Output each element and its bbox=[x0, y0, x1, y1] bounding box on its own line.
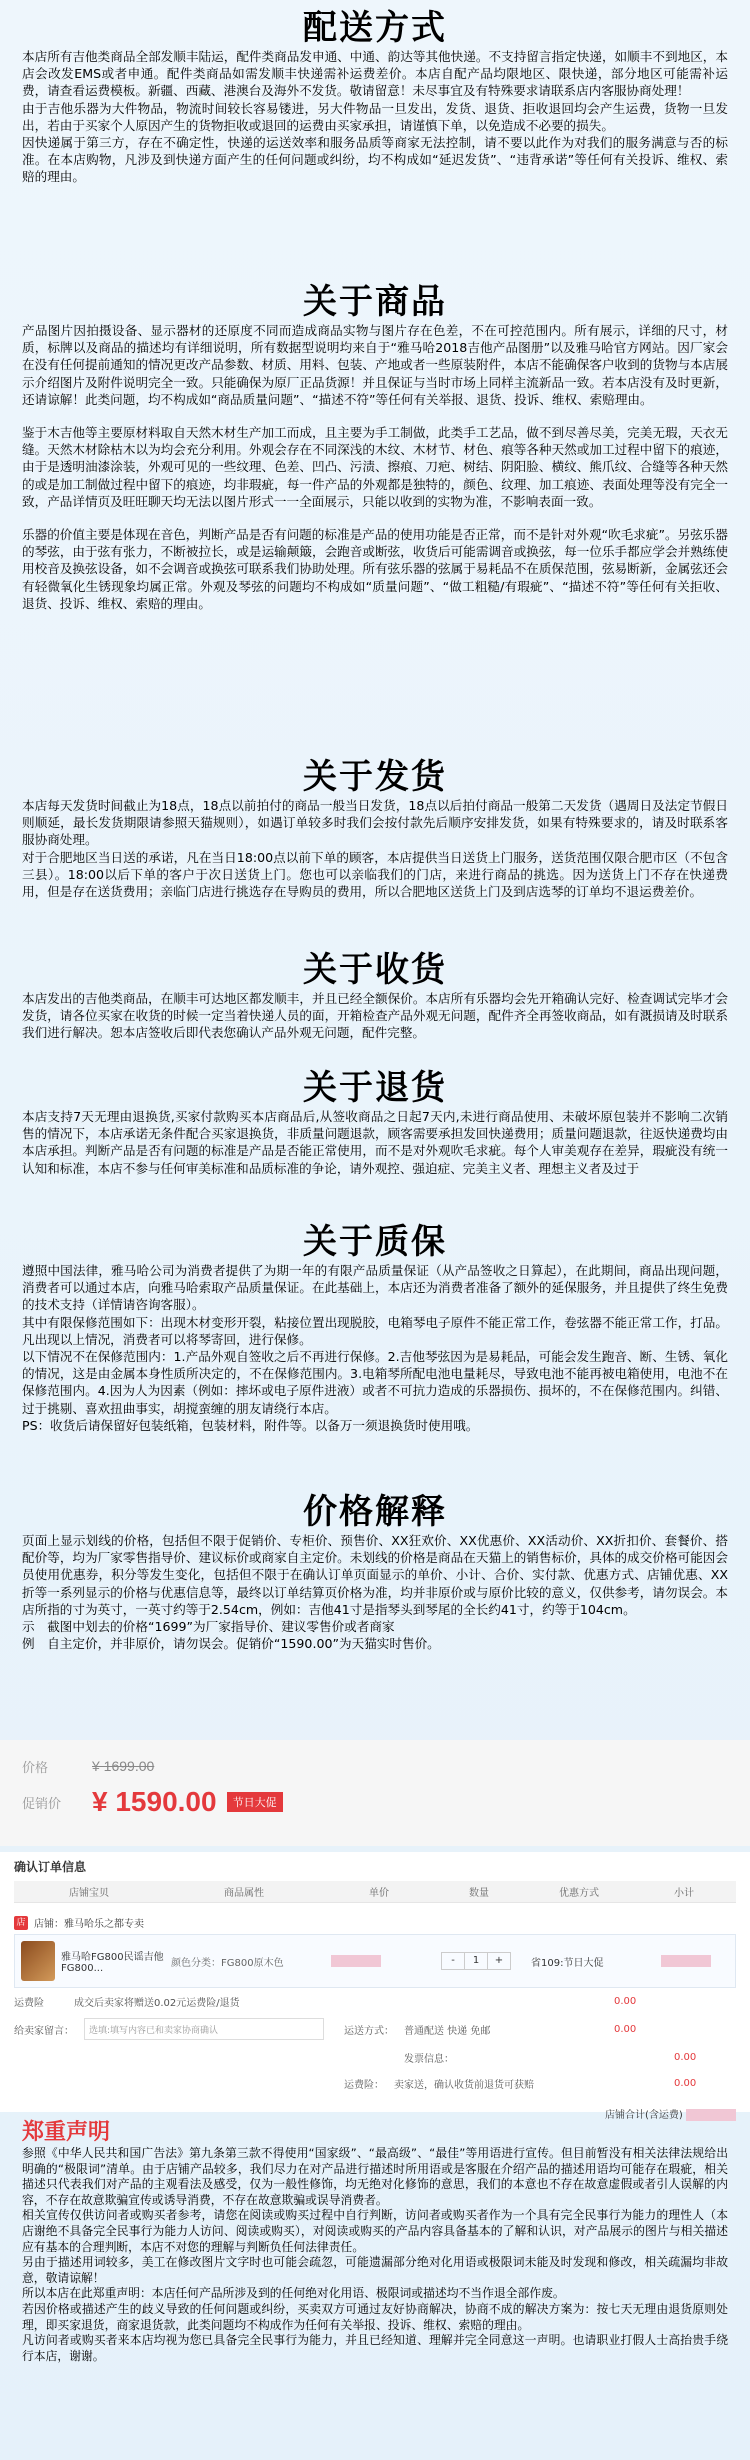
price-explain-paragraph: 例 自主定价，并非原价，请勿误会。促销价“1590.00”为天猫实时售价。 bbox=[22, 1636, 440, 1652]
disclaimer-paragraph: 另由于描述用词较多，美工在修改图片文字时也可能会疏忽，可能遗漏部分绝对化用语或极限词未能及时发现和修改，相关疏漏均非故意，敬请谅解！ bbox=[22, 2255, 728, 2285]
shop-name[interactable]: 店铺：雅马哈乐之都专卖 bbox=[34, 1919, 144, 1930]
column-header: 单价 bbox=[369, 1888, 389, 1899]
delivery-paragraph: 本店所有吉他类商品全部发顺丰陆运，配件类商品发申通、中通、韵达等其他快递。不支持留言指定快递，如顺丰不到地区，本店会改发EMS或者申通。配件类商品如需发顺丰快递需补运费差价。本店自配产品均限地区、限快递，部分地区可能需补运费，请查看运费模板。新疆、西藏、港澳台及海外不发货。敬请留意！未尽事宜及有特殊要求请联系店内客服协商处理！ bbox=[22, 49, 728, 99]
shop-row bbox=[14, 1915, 736, 1930]
disclaimer-paragraph: 参照《中华人民共和国广告法》第九条第三款不得使用“国家级”、“最高级”、“最佳”等用语进行宣传。但目前暂没有相关法律法规给出明确的“极限词”清单。由于店铺产品较多，我们尽力在对产品进行描述时所用语或是客服在介绍产品的描述用语均可能存在瑕疵，相关描述只代表我们对产品的主观看法及感受，仅为一般性修饰，均无绝对化修饰的意思，我们的本意也不存在故意虚假或者引人误解的内容，不存在故意欺骗宣传或诱导消费，不存在故意欺骗或误导消费者。 bbox=[22, 2146, 728, 2207]
total-label: 店铺合计(含运费) bbox=[605, 2110, 683, 2121]
price-explain-paragraph: 示 截图中划去的价格“1699”为厂家指导价、建议零售价或者商家 bbox=[22, 1619, 395, 1635]
ship-label: 运送方式： bbox=[344, 2025, 394, 2037]
original-price-label: 价格 bbox=[22, 1760, 49, 1776]
freight-insurance-label: 运费险： bbox=[344, 2079, 384, 2091]
freight-insurance-price: 0.00 bbox=[674, 2077, 697, 2089]
price-explain-title: 价格解释 bbox=[303, 1492, 447, 1532]
returns-paragraph: 本店支持7天无理由退换货,买家付款购买本店商品后,从签收商品之日起7天内,未进行商品使用、未破坏原包装并不影响二次销售的情况下，本店承诺无条件配合买家退换货，非质量问题退款，顾客需要承担发回快递费用；质量问题退款，往返快递费均由本店承担。判断产品是否有问题的标准是产品是否能正常使用，而不是对外观吹毛求疵。每个人审美观存在差异，瑕疵没有统一认知和标准，本店不参与任何审美标准和品质标准的争论，请外观控、强迫症、完美主义者、理想主义者及过于 bbox=[22, 1109, 728, 1176]
shop-icon: 店 bbox=[14, 1916, 28, 1930]
product-paragraph: 鉴于木吉他等主要原材料取自天然木材生产加工而成，且主要为手工制做，此类手工艺品，做不到尽善尽美，完美无瑕，天衣无缝。天然木材除枯木以为均会充分利用。外观会存在不同深浅的木纹、木材节、材色、痕等各种天然或加工过程中留下的痕迹，由于是透明油漆涂装，外观可见的一些纹理、色差、凹凸、污渍、擦痕、刀疤、树结、阴阳脸、横纹、熊爪纹、合缝等各种天然的或是加工制做过程中留下的痕迹，均非瑕疵，每一件产品的外观都是独特的，颜色、纹理、加工痕迹、表面处理等没有完全一致，产品详情页及旺旺聊天均无法以图片形式一一全面展示，只能以收到的实物为准，不影响表面一致。 bbox=[22, 425, 728, 509]
promo-price: ¥ 1590.00 bbox=[92, 1786, 217, 1817]
order-table-header bbox=[14, 1881, 736, 1903]
item-price bbox=[331, 1955, 441, 1967]
returns-section bbox=[22, 1068, 728, 1177]
warranty-section bbox=[22, 1222, 728, 1434]
qty-plus-button[interactable]: + bbox=[494, 1955, 504, 1966]
freight-insurance-text[interactable]: 卖家送，确认收货前退货可获赔 bbox=[394, 2079, 534, 2091]
warranty-paragraph: PS：收货后请保留好包装纸箱，包装材料，附件等。以备万一须退换货时使用哦。 bbox=[22, 1417, 479, 1433]
invoice-row bbox=[14, 2044, 736, 2070]
disclaimer-paragraph: 若因价格或描述产生的歧义导致的任何问题或纠纷，买卖双方可通过友好协商解决，协商不成的解决方案为：按七天无理由退货原则处理，即买家退货，商家退货款，此类问题均不构成作为任何有关举报、投诉、维权、索赔的理由。 bbox=[22, 2301, 728, 2332]
warranty-row bbox=[14, 1988, 736, 2014]
promo-badge: 节日大促 bbox=[227, 1792, 283, 1812]
delivery-section bbox=[22, 8, 728, 186]
promo-price-row bbox=[22, 1784, 728, 1820]
warranty-title: 关于质保 bbox=[303, 1222, 447, 1262]
ship-value[interactable]: 普通配送 快递 免邮 bbox=[404, 2025, 491, 2037]
delivery-title: 配送方式 bbox=[303, 8, 447, 48]
shipping-title: 关于发货 bbox=[303, 757, 447, 797]
quantity-stepper[interactable] bbox=[441, 1952, 511, 1970]
promo-price-label: 促销价 bbox=[22, 1796, 62, 1812]
warranty-price: 0.00 bbox=[614, 1995, 637, 2007]
product-paragraph: 产品图片因拍摄设备、显示器材的还原度不同而造成商品实物与图片存在色差，不在可控范围内。所有展示，详细的尺寸，材质，标牌以及商品的描述均有详细说明，所有数据型说明均来自于“雅马哈2018吉他产品图册”以及雅马哈官方网站。因厂家会在没有任何提前通知的情况更改产品参数、材质、用料、包装、产地或者一些原装附件，本店不能确保客户收到的货物与本店展示介绍图片及附件说明完全一致。只能确保为原厂正品货源！并且保证与当时市场上同样主流新品一致。若本店没有及时更新，还请谅解！此类问题，均不构成如“商品质量问题”、“描述不符”等任何有关举报、退货、投诉、维权、索赔理由。 bbox=[22, 323, 728, 407]
price-screenshot bbox=[0, 1740, 750, 1846]
ship-price: 0.00 bbox=[614, 2023, 637, 2035]
product-section bbox=[22, 282, 728, 612]
delivery-paragraph: 由于吉他乐器为大件物品，物流时间较长容易镂进，另大件物品一旦发出，发货、退货、拒收退回均会产生运费，货物一旦发出，若由于买家个人原因产生的货物拒收或退回的运费由买家承担，请谨慎下单，以免造成不必要的损失。 bbox=[22, 100, 728, 133]
shipping-section bbox=[22, 757, 728, 900]
order-title: 确认订单信息 bbox=[14, 1860, 87, 1874]
order-item-row bbox=[14, 1934, 736, 1988]
message-label: 给卖家留言： bbox=[14, 2025, 74, 2037]
column-header: 商品属性 bbox=[224, 1888, 264, 1899]
receiving-paragraph: 本店发出的吉他类商品，在顺丰可达地区都发顺丰，并且已经全额保价。本店所有乐器均会先开箱确认完好、检查调试完毕才会发货，请各位买家在收货的时候一定当着快递人员的面，开箱检查产品外观无问题，配件齐全再签收商品，如有溉损请及时联系我们进行解决。恕本店签收后即代表您确认产品外观无问题，配件完整。 bbox=[22, 991, 728, 1041]
column-header: 小计 bbox=[674, 1888, 694, 1899]
price-explain-paragraph: 页面上显示划线的价格，包括但不限于促销价、专柜价、预售价、XX狂欢价、XX优惠价、XX活动价、XX折扣价、套餐价、搭配价等，均为厂家零售指导价、建议标价或商家自主定价。未划线的价格是商品在天猫上的销售标价，具体的成交价格可能因会员使用优惠券，积分等发生变化，包括但不限于在确认订单页面显示的单价、小计、合价、实付款、优惠方式、店铺优惠、XX折等一系列显示的价格与优惠信息等，最终以订单结算页价格为准，均并非原价或与原价比较的意义，仅供参考，请勿误会。本店所指的寸为英寸，一英寸约等于2.54cm，例如：吉他41寸是指琴头到琴尾的全长约41寸，约等于104cm。 bbox=[22, 1533, 728, 1617]
product-paragraph: 乐器的价值主要是体现在音色，判断产品是否有问题的标准是产品的使用功能是否正常，而不是针对外观“吹毛求疵”。另弦乐器的琴弦，由于弦有张力，不断被拉长，或是运输颠簸，会跑音或断弦，收货后可能需调音或换弦，每一位乐手都应学会并熟练使用校音及换弦设备，如不会调音或换弦可联系我们协助处理。所有弦乐器的弦属于易耗品不在质保范围，弦易断新，金属弦还会有轻微氧化生锈现象均属正常。外观及琴弦的问题均不构成如“质量问题”、“做工粗糙/有瑕疵”、“描述不符”等任何有关拒收、退货、投诉、维权、索赔的理由。 bbox=[22, 527, 728, 611]
disclaimer-paragraph: 相关宣传仅供访问者或购买者参考，请您在阅读或购买过程中自行判断，访问者或购买者作为一个具有完全民事行为能力的理性人（本店谢绝不具备完全民事行为能力人访问、阅读或购买），对阅读或购买的产品内容具备基本的了解和认识，对产品展示的图片与相关描述应有基本的合理判断，本店不对您的理解与判断负任何法律责任。 bbox=[22, 2208, 728, 2254]
product-title: 关于商品 bbox=[303, 282, 447, 322]
invoice-label: 发票信息： bbox=[404, 2053, 454, 2065]
warranty-paragraph: 其中有限保修范围如下：出现木材变形开裂，粘接位置出现脱胶，电箱琴电子原件不能正常工作，卷弦器不能正常工作，打品。凡出现以上情况，消费者可以将琴寄回，进行保修。 bbox=[22, 1314, 728, 1347]
shipping-paragraph: 本店每天发货时间截止为18点，18点以前拍付的商品一般当日发货，18点以后拍付商品一般第二天发货（遇周日及法定节假日则顺延，最长发货期限请参照天猫规则），如遇订单较多时我们会按付款先后顺序安排发货，如果有特殊要求的，请及时联系客服协商处理。 bbox=[22, 798, 728, 848]
returns-title: 关于退货 bbox=[303, 1068, 447, 1108]
delivery-paragraph: 因快递属于第三方，存在不确定性，快递的运送效率和服务品质等商家无法控制，请不要以此作为对我们的服务满意与否的标准。在本店购物，凡涉及到快递方面产生的任何问题或纠纷，均不构成如“延迟发货”、“违背承诺”等任何有关投诉、维权、索赔的理由。 bbox=[22, 135, 728, 185]
guitar-thumbnail[interactable] bbox=[21, 1941, 55, 1981]
original-price: ¥ 1699.00 bbox=[92, 1758, 155, 1774]
warranty-text[interactable]: 成交后卖家将赠送0.02元运费险/退货 bbox=[74, 1997, 240, 2009]
shop-total-row bbox=[14, 2106, 736, 2121]
invoice-price: 0.00 bbox=[674, 2051, 697, 2063]
freight-insurance-row bbox=[14, 2070, 736, 2096]
disclaimer-paragraph: 所以本店在此郑重声明：本店任何产品所涉及到的任何绝对化用语、极限词或描述均不当作退全部作废。 bbox=[22, 2286, 565, 2301]
original-price-row bbox=[22, 1748, 728, 1784]
item-discount[interactable]: 省109:节日大促 bbox=[531, 1957, 604, 1969]
column-header: 数量 bbox=[469, 1888, 489, 1899]
price-explain-section bbox=[22, 1492, 728, 1652]
column-header: 优惠方式 bbox=[559, 1888, 599, 1899]
message-row bbox=[14, 2014, 736, 2044]
disclaimer-title: 郑重声明 bbox=[22, 2120, 111, 2145]
column-header: 店铺宝贝 bbox=[69, 1888, 109, 1899]
message-input[interactable]: 选填:填写内容已和卖家协商确认 bbox=[84, 2018, 324, 2040]
qty-value[interactable]: 1 bbox=[464, 1953, 488, 1969]
item-attr: 颜色分类：FG800原木色 bbox=[171, 1957, 284, 1969]
receiving-section bbox=[22, 950, 728, 1042]
disclaimer-section bbox=[22, 2120, 728, 2364]
warranty-paragraph: 遵照中国法律，雅马哈公司为消费者提供了为期一年的有限产品质量保证（从产品签收之日算起），在此期间，商品出现问题，消费者可以通过本店，向雅马哈索取产品质量保证。在此基础上，本店还为消费者准备了额外的延保服务，并且提供了终生免费的技术支持（详情请咨询客服）。 bbox=[22, 1263, 728, 1313]
shipping-paragraph: 对于合肥地区当日送的承诺，凡在当日18:00点以前下单的顾客，本店提供当日送货上门服务，送货范围仅限合肥市区（不包含三县）。18:00以后下单的客户于次日送货上门。您也可以亲临我们的门店，来进行商品的挑选。因为送货上门不存在快递费用，但是存在送货费用；亲临门店进行挑选存在导购员的费用，所以合肥地区送货上门及到店选琴的订单均不退运费差价。 bbox=[22, 849, 728, 900]
warranty-paragraph: 以下情况不在保修范围内：1.产品外观自签收之后不再进行保修。2.吉他琴弦因为是易耗品，可能会发生跑音、断、生锈、氧化的情况，这是由金属本身性质所决定的，不在保修范围内。3.电箱琴所配电池电量耗尽，导致电池不能再被电箱使用，电池不在保修范围内。4.因为人为因素（例如：摔坏或电子原件进液）或者不可抗力造成的乐器损伤、损坏的，不在保修范围内。纠错、过于挑剔、喜欢扭曲事实，胡搅蛮缠的朋友请绕行本店。 bbox=[22, 1349, 728, 1416]
warranty-label: 运费险 bbox=[14, 1997, 44, 2009]
disclaimer-paragraph: 凡访问者或购买者来本店均视为您已具备完全民事行为能力，并且已经知道、理解并完全同意这一声明。也请职业打假人士高抬贵手绕行本店，谢谢。 bbox=[22, 2333, 728, 2363]
item-subtotal bbox=[651, 1955, 711, 1967]
order-screenshot bbox=[0, 1852, 750, 2121]
qty-minus-button[interactable]: - bbox=[451, 1955, 455, 1966]
item-name[interactable]: 雅马哈FG800民谣吉他 FG800... bbox=[61, 1952, 164, 1974]
receiving-title: 关于收货 bbox=[303, 950, 447, 990]
